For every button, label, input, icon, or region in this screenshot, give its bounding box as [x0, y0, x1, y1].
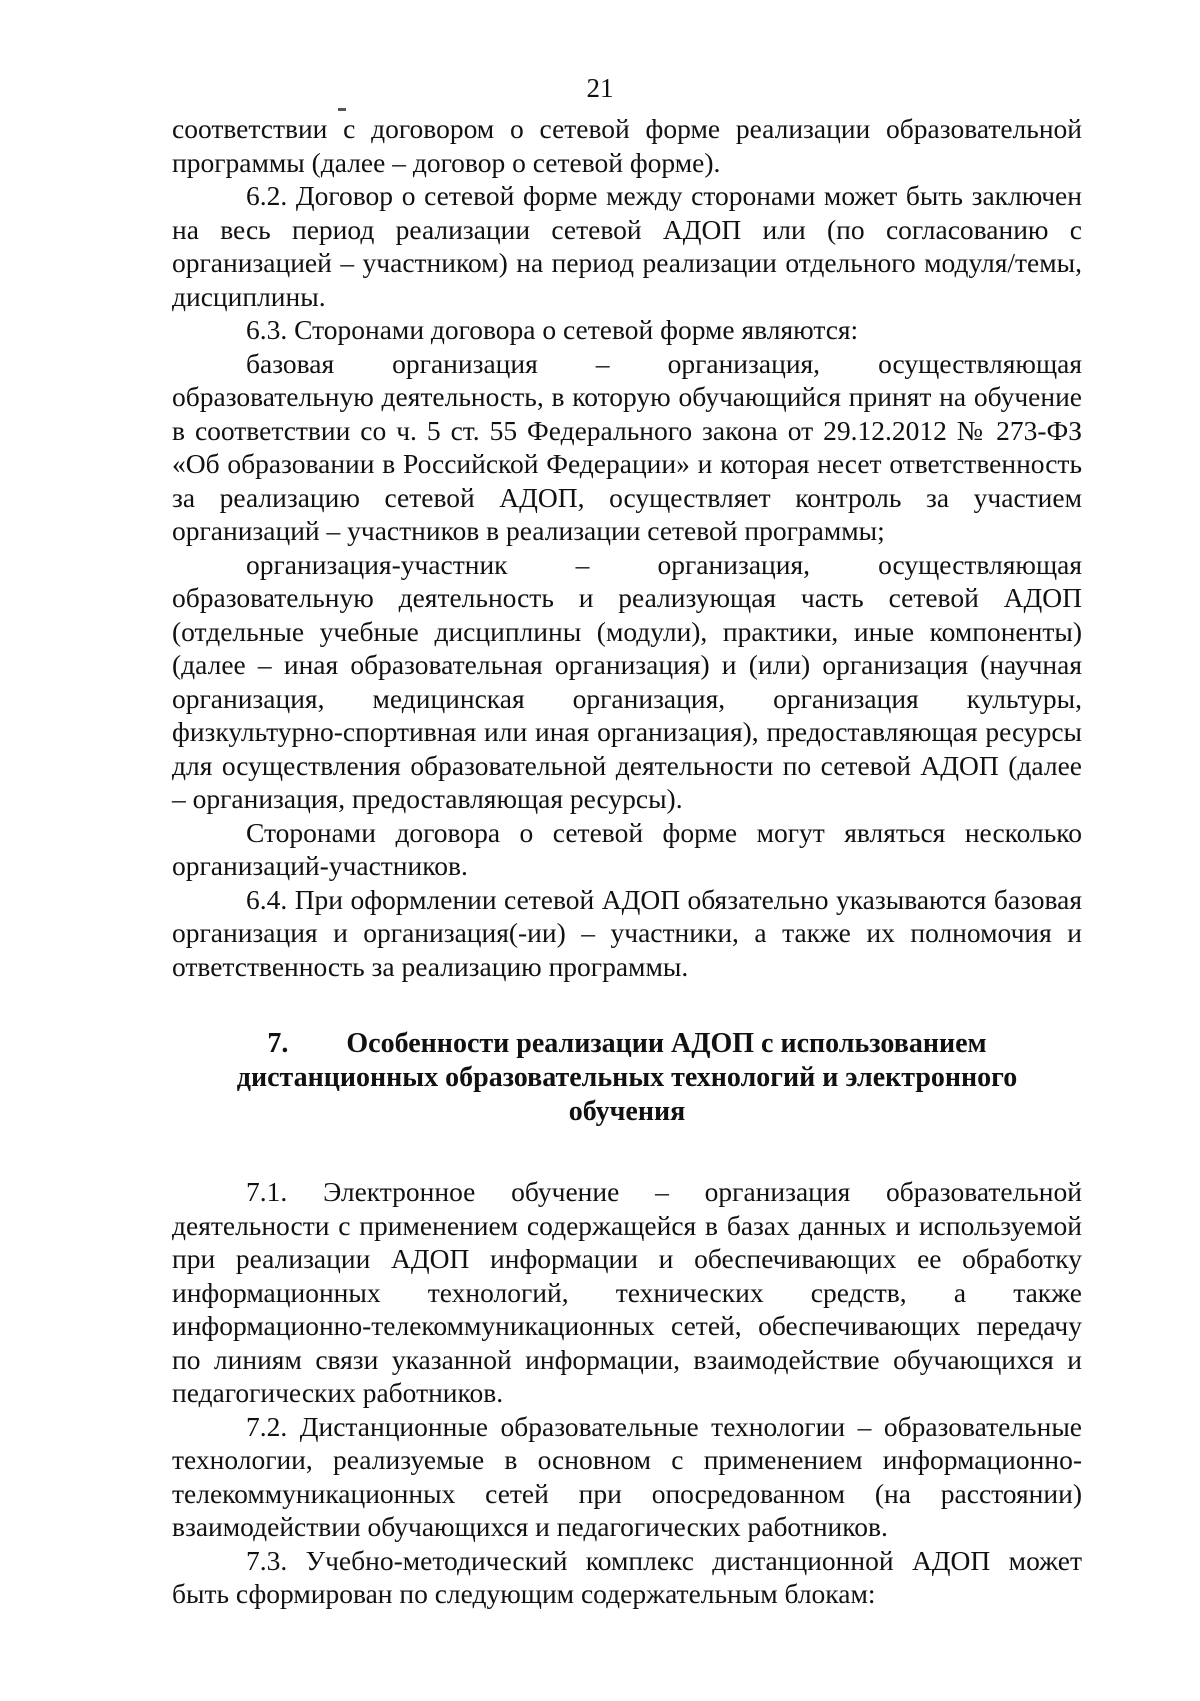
paragraph: 7.3. Учебно-методический комплекс дистанционной АДОП может быть сформирован по следующим содержательным блокам: [172, 1544, 1082, 1609]
section-title-part: Особенности реализации АДОП с использованием [346, 1028, 987, 1059]
section-heading-line [172, 1027, 1082, 1061]
section-number: 7. [267, 1028, 289, 1059]
section-title-part: обучения [568, 1096, 686, 1127]
section-heading [172, 1027, 1082, 1129]
paragraph: организация-участник – организация, осуществляющая образовательную деятельность и реализующая часть сетевой АДОП (отдельные учебные дисциплины (модули), практики, иные компоненты) (далее – иная образовательная организация) и (или) организация (научная организация, медицинская организация, организация культуры, физкультурно-спортивная или иная организация), предоставляющая ресурсы для осуществления образовательной деятельности по сетевой АДОП (далее – организация, предоставляющая ресурсы). [172, 548, 1082, 814]
paragraph: базовая организация – организация, осуществляющая образовательную деятельность, в которую обучающийся принят на обучение в соответствии со ч. 5 ст. 55 Федерального закона от 29.12.2012 № 273-ФЗ «Об образовании в Российской Федерации» и которая несет ответственность за реализацию сетевой АДОП, осуществляет контроль за участием организаций – участников в реализации сетевой программы; [172, 347, 1082, 546]
paragraph: соответствии с договором о сетевой форме реализации образовательной программы (далее – договор о сетевой форме). [172, 113, 1082, 178]
page-body [172, 112, 1082, 1611]
section-title-part: дистанционных образовательных технологий и электронного [236, 1062, 1018, 1093]
scan-mark [338, 108, 346, 111]
paragraph: 7.2. Дистанционные образовательные технологии – образовательные технологии, реализуемые в основном с применением информационно-телекоммуникационных сетей при опосредованном (на расстоянии) взаимодействии обучающихся и педагогических работников. [172, 1410, 1082, 1542]
paragraph: Сторонами договора о сетевой форме могут являться несколько организаций-участников. [172, 816, 1082, 881]
page-number: 21 [586, 73, 614, 103]
paragraph: 6.2. Договор о сетевой форме между сторонами может быть заключен на весь период реализации сетевой АДОП или (по согласованию с организацией – участником) на период реализации отдельного модуля/темы, дисциплины. [172, 180, 1082, 312]
paragraph: 6.4. При оформлении сетевой АДОП обязательно указываются базовая организация и организация(-ии) – участники, а также их полномочия и ответственность за реализацию программы. [172, 883, 1082, 982]
paragraph: 6.3. Сторонами договора о сетевой форме являются: [246, 314, 859, 345]
paragraph: 7.1. Электронное обучение – организация образовательной деятельности с применением содержащейся в базах данных и используемой при реализации АДОП информации и обеспечивающих ее обработку информационных технологий, технических средств, а также информационно-телекоммуникационных сетей, обеспечивающих передачу по линиям связи указанной информации, взаимодействие обучающихся и педагогических работников. [172, 1176, 1082, 1408]
